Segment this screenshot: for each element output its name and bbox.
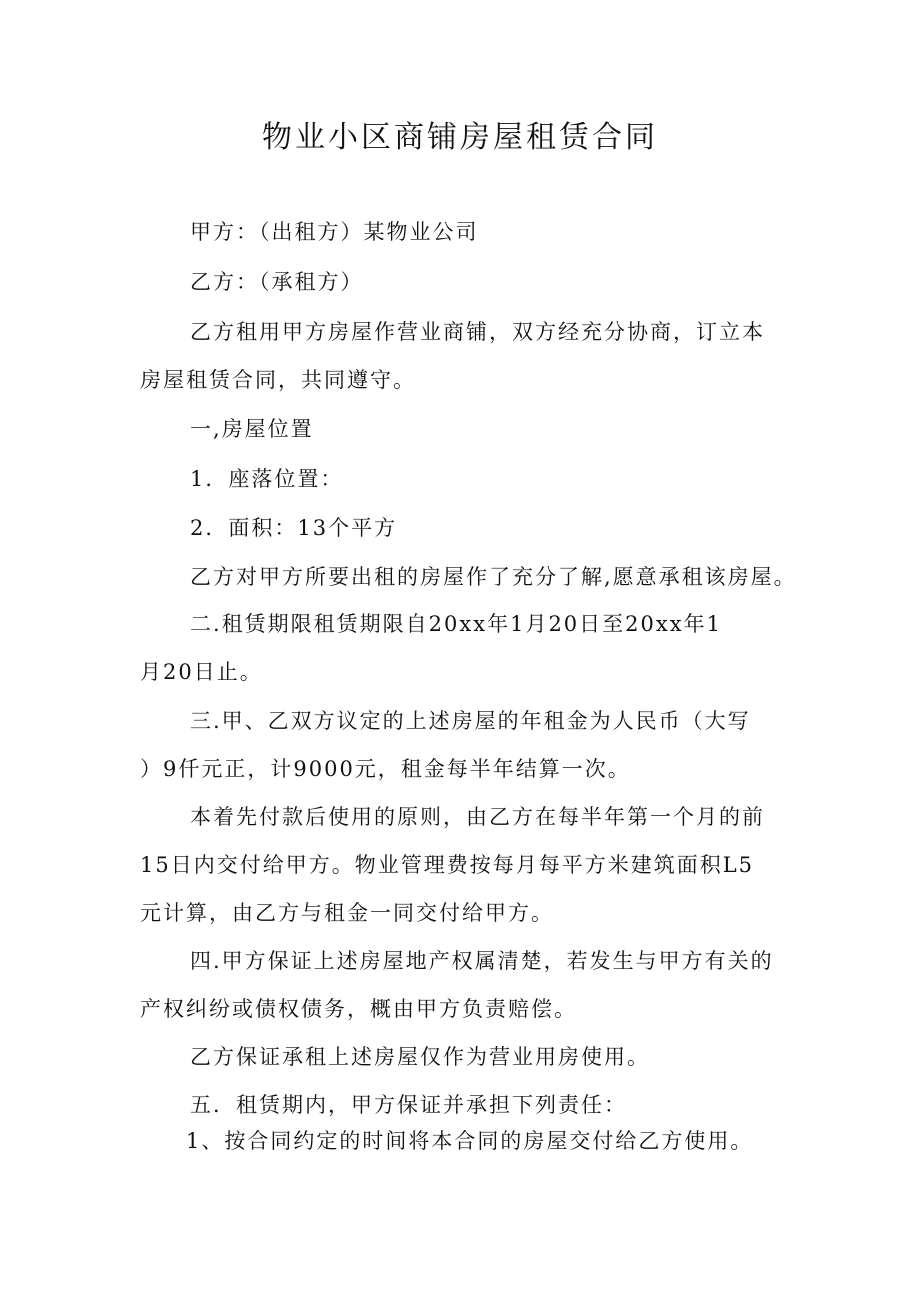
document-title: 物业小区商铺房屋租赁合同 xyxy=(262,120,658,155)
understanding-line: 乙方对甲方所要出租的房屋作了充分了解,愿意承租该房屋。 xyxy=(190,565,797,589)
preamble-line-1: 乙方租用甲方房屋作营业商铺，双方经充分协商，订立本 xyxy=(190,320,765,344)
usage-line: 乙方保证承租上述房屋仅作为营业用房使用。 xyxy=(190,1045,650,1069)
section-3-line-2: ）9仟元正，计9000元，租金每半年结算一次。 xyxy=(140,757,631,781)
payment-line-1: 本着先付款后使用的原则，由乙方在每半年第一个月的前 xyxy=(190,805,765,829)
area-item: 2．面积：13个平方 xyxy=(190,516,398,540)
section-4-line-2: 产权纠纷或债权债务，概由甲方负责赔偿。 xyxy=(140,997,577,1021)
payment-line-3: 元计算，由乙方与租金一同交付给甲方。 xyxy=(140,901,554,925)
section-3-line-1: 三.甲、乙双方议定的上述房屋的年租金为人民币（大写 xyxy=(190,709,751,733)
section-5-heading: 五．租赁期内，甲方保证并承担下列责任： xyxy=(190,1093,627,1117)
preamble-line-2: 房屋租赁合同，共同遵守。 xyxy=(140,368,416,392)
section-2-line-1: 二.租赁期限租赁期限自20xx年1月20日至20xx年1 xyxy=(190,612,722,636)
location-item: 1．座落位置： xyxy=(190,467,344,491)
party-a-line: 甲方：（出租方）某物业公司 xyxy=(190,220,479,244)
section-5-item-1: 1、按合同约定的时间将本合同的房屋交付给乙方使用。 xyxy=(186,1129,754,1153)
payment-line-2: 15日内交付给甲方。物业管理费按每月每平方米建筑面积L5 xyxy=(140,853,755,877)
section-2-line-2: 月20日止。 xyxy=(140,660,263,684)
section-1-heading: 一,房屋位置 xyxy=(190,417,314,441)
party-b-line: 乙方：（承租方） xyxy=(190,270,364,294)
section-4-line-1: 四.甲方保证上述房屋地产权属清楚，若发生与甲方有关的 xyxy=(190,949,774,973)
